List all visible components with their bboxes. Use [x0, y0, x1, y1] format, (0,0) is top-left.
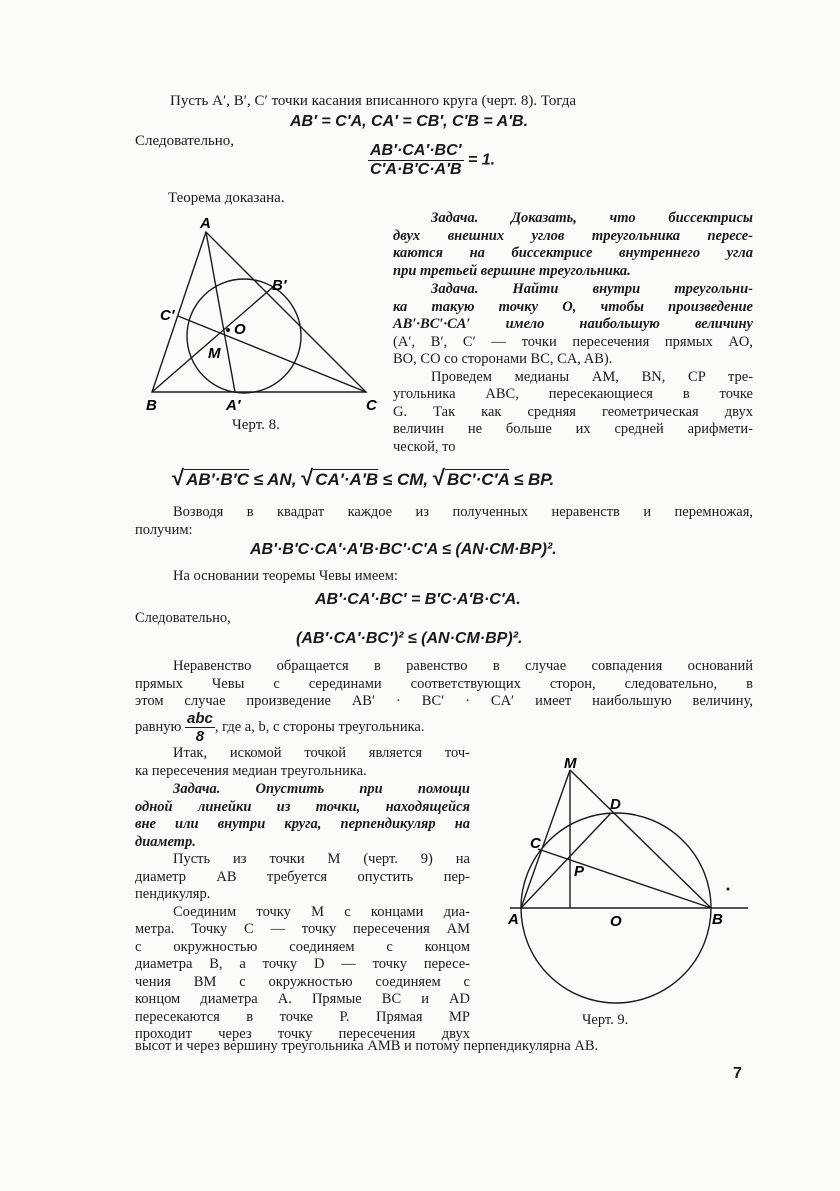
figure-9-caption: Черт. 9. — [582, 1012, 629, 1028]
ratio-denominator: C′A·B′C·A′B — [370, 161, 462, 178]
task-2-line: Задача. Найти внутри треугольни- — [431, 281, 753, 297]
task-2-line: ка такую точку O, чтобы произведение — [393, 298, 753, 315]
task-2 — [393, 281, 753, 456]
conclusion-line: Итак, искомой точкой является точ- — [173, 745, 470, 761]
solution-line: Соединим точку M с концами диа- — [173, 903, 470, 920]
solution-line: пендикуляр. — [135, 886, 211, 902]
figure-8-caption: Черт. 8. — [232, 417, 280, 433]
line-BC — [538, 849, 711, 908]
task-1-line: при третьей вершине треугольника. — [393, 262, 631, 279]
line-AM — [521, 770, 570, 908]
fig8-label-B-prime: B′ — [272, 277, 287, 294]
solution-line: проходит через точку пересечения двух — [135, 1026, 470, 1042]
solution-line: Пусть из точки M (черт. 9) на — [173, 851, 470, 867]
para-square-line: получим: — [135, 521, 193, 538]
theorem-proved: Теорема доказана. — [168, 190, 285, 206]
equal-suffix: , где a, b, c стороны треугольника. — [214, 718, 425, 735]
fig9-label-D: D — [610, 796, 621, 813]
solution-line: диаметра B, а точку D — точку пересе- — [135, 956, 470, 972]
solution-line: концом диаметра A. Прямые BC и AD — [135, 991, 470, 1007]
tangent-equalities: AB′ = C′A, CA′ = CB′, C′B = A′B. — [290, 113, 529, 130]
equal-prefix: равную — [135, 718, 182, 735]
radicand-2: CA′·A′B — [315, 470, 379, 489]
conclusion — [135, 745, 470, 780]
solution-line: с окружностью соединяем с концом — [135, 938, 470, 955]
task-1-line: двух внешних углов треугольника пересе- — [393, 227, 753, 244]
task-3 — [135, 781, 470, 851]
task-2-line: (A′, B′, C′ — точки пересечения прямых AO, — [393, 333, 753, 350]
fig8-label-A: A — [200, 215, 211, 232]
radicand-3: BC′·C′A — [446, 470, 510, 489]
ceva-equation: AB′·CA′·BC′ = B′C·A′B·C′A. — [315, 591, 521, 608]
solution-line: диаметр AB требуется опустить пер- — [135, 868, 470, 885]
radicand-1: AB′·B′C — [186, 470, 249, 489]
fig9-label-C: C — [530, 835, 541, 852]
para-square — [135, 504, 753, 539]
ceva-line: На основании теоремы Чевы имеем: — [173, 568, 398, 584]
fig9-label-O: O — [610, 913, 622, 930]
task-3-line: одной линейки из точки, находящейся — [135, 798, 470, 815]
task-2-line: AB′·BC′·CA′ имело наибольшую величину — [393, 316, 753, 332]
task-2-line: BO, CO со сторонами BC, CA, AB). — [393, 351, 613, 367]
fig9-label-B: B — [712, 911, 723, 928]
solution — [135, 851, 470, 1044]
task-2-line: величин не больше их средней арифмети- — [393, 421, 753, 437]
solution-line: пересекаются в точке P. Прямая MP — [135, 1008, 470, 1025]
task-2-line: Проведем медианы AM, BN, CP тре- — [431, 368, 753, 385]
final-line: высот и через вершину треугольника AMB и потому перпендикулярна AB. — [135, 1038, 599, 1054]
fig9-label-M: M — [564, 755, 577, 772]
equal-line — [135, 710, 424, 745]
ineq-3-rhs: ≤ BP. — [513, 470, 555, 489]
task-1 — [393, 210, 753, 280]
figure-9 — [490, 752, 760, 1022]
ineq-2-rhs: ≤ CM, — [382, 470, 429, 489]
consequently-label-2: Следовательно, — [135, 610, 231, 626]
task-2-line: угольника ABC, пересекающиеся в точке — [393, 386, 753, 402]
fig8-label-A-prime: A′ — [226, 397, 241, 414]
para-equality — [135, 658, 753, 711]
para-equality-line: Неравенство обращается в равенство в случае совпадения оснований — [173, 658, 753, 674]
fig9-label-A: A — [508, 911, 519, 928]
fig9-label-P: P — [574, 863, 585, 880]
task-2-line: G. Так как средняя геометрическая двух — [393, 403, 753, 420]
fig8-label-C: C — [366, 397, 377, 414]
task-2-line: ческой, то — [393, 438, 456, 455]
task-3-line: вне или внутри круга, перпендикуляр на — [135, 816, 470, 832]
triangle-abc — [152, 232, 366, 392]
equal-fraction-num: abc — [187, 710, 213, 727]
figure-8 — [130, 212, 390, 422]
fig8-label-B: B — [146, 397, 157, 414]
para-equality-line: прямых Чевы с серединами соответствующих сторон, следовательно, в — [135, 675, 753, 692]
ratio-numerator: AB′·CA′·BC′ — [370, 142, 462, 159]
task-1-line: Задача. Доказать, что биссектрисы — [431, 210, 753, 226]
para-square-line: Возводя в квадрат каждое из полученных неравенств и перемножая, — [173, 504, 753, 520]
fig8-label-M: M — [208, 345, 221, 362]
solution-line: чения BM с окружностью соединяем с — [135, 973, 470, 990]
conclusion-line: ка пересечения медиан треугольника. — [135, 762, 367, 779]
ineq-1-rhs: ≤ AN, — [253, 470, 297, 489]
line-BM — [570, 770, 711, 908]
consequently-label: Следовательно, — [135, 133, 235, 149]
ratio-value: = 1. — [467, 151, 496, 169]
intro-line: Пусть A′, B′, C′ точки касания вписанного круга (черт. 8). Тогда — [170, 93, 577, 109]
task-1-line: каются на биссектрисе внутреннего угла — [393, 245, 753, 261]
para-equality-line: этом случае произведение AB′ · BC′ · CA′ имеет наибольшую величину, — [135, 693, 753, 709]
ratio-formula — [368, 142, 495, 179]
task-3-line: Задача. Опустить при помощи — [173, 781, 470, 797]
task-3-line: диаметр. — [135, 833, 196, 850]
equal-fraction-den: 8 — [195, 728, 205, 745]
page-number: 7 — [733, 1065, 742, 1082]
squared-inequality: (AB′·CA′·BC′)² ≤ (AN·CM·BP)². — [296, 630, 523, 647]
product-inequality: AB′·B′C·CA′·A′B·BC′·C′A ≤ (AN·CM·BP)². — [250, 541, 557, 558]
solution-line: метра. Точку C — точку пересечения AM — [135, 921, 470, 937]
fig8-label-C-prime: C′ — [160, 307, 175, 324]
root-inequalities: √ AB′·B′C ≤ AN, √ CA′·A′B ≤ CM, √ BC′·C′A ≤ BP. — [172, 465, 555, 490]
fig8-label-O: O — [234, 321, 246, 338]
